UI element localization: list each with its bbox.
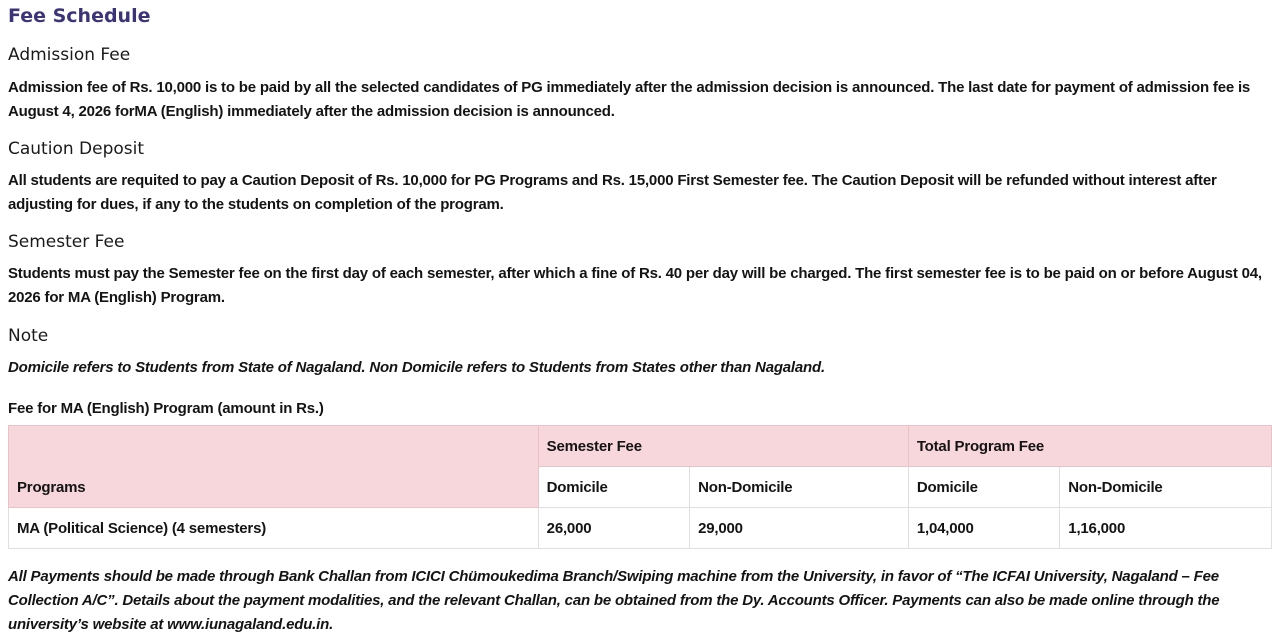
cell-semester-non-domicile: 29,000 <box>690 508 909 549</box>
cell-total-non-domicile: 1,16,000 <box>1060 508 1272 549</box>
header-semester-domicile: Domicile <box>538 467 689 508</box>
admission-fee-text: Admission fee of Rs. 10,000 is to be paid by all the selected candidates of PG immediately after the admission decision is announced. The last date for payment of admission fee is August 4, 2026 forMA (English) immediately after the admission decision is announced. <box>8 79 1251 120</box>
caution-deposit-heading: Caution Deposit <box>8 139 145 159</box>
table-group-header-row <box>9 426 1272 467</box>
page-title: Fee Schedule <box>8 5 151 27</box>
note-text: Domicile refers to Students from State of Nagaland. Non Domicile refers to Students from States other than Nagaland. <box>8 359 825 376</box>
caution-deposit-text: All students are requited to pay a Caution Deposit of Rs. 10,000 for PG Programs and Rs. 15,000 First Semester fee. The Caution Deposit will be refunded without interest after adjusting for dues, if any to the students on completion of the program. <box>8 172 1217 213</box>
header-total-non-domicile: Non-Domicile <box>1060 467 1272 508</box>
payment-note: All Payments should be made through Bank Challan from ICICI Chümoukedima Branch/Swiping machine from the University, in favor of “The ICFAI University, Nagaland – Fee Collection A/C”. Details about the payment modalities, and the relevant Challan, can be obtained from the Dy. Accounts Officer. Payments can also be made online through the university’s website at www.iunagaland.edu.in. <box>8 568 1220 633</box>
fee-table <box>8 425 1272 549</box>
header-total-domicile: Domicile <box>908 467 1059 508</box>
cell-semester-domicile: 26,000 <box>538 508 689 549</box>
header-total-program-fee: Total Program Fee <box>908 426 1271 467</box>
header-semester-fee: Semester Fee <box>538 426 908 467</box>
table-caption: Fee for MA (English) Program (amount in Rs.) <box>8 400 324 417</box>
table-row <box>9 508 1272 549</box>
note-heading: Note <box>8 326 49 346</box>
cell-program: MA (Political Science) (4 semesters) <box>9 508 539 549</box>
header-programs: Programs <box>9 426 539 508</box>
semester-fee-heading: Semester Fee <box>8 232 125 252</box>
header-semester-non-domicile: Non-Domicile <box>690 467 909 508</box>
cell-total-domicile: 1,04,000 <box>908 508 1059 549</box>
admission-fee-heading: Admission Fee <box>8 45 131 65</box>
semester-fee-text: Students must pay the Semester fee on the first day of each semester, after which a fine of Rs. 40 per day will be charged. The first semester fee is to be paid on or before August 04, 2026 for MA (English) Program. <box>8 265 1262 306</box>
